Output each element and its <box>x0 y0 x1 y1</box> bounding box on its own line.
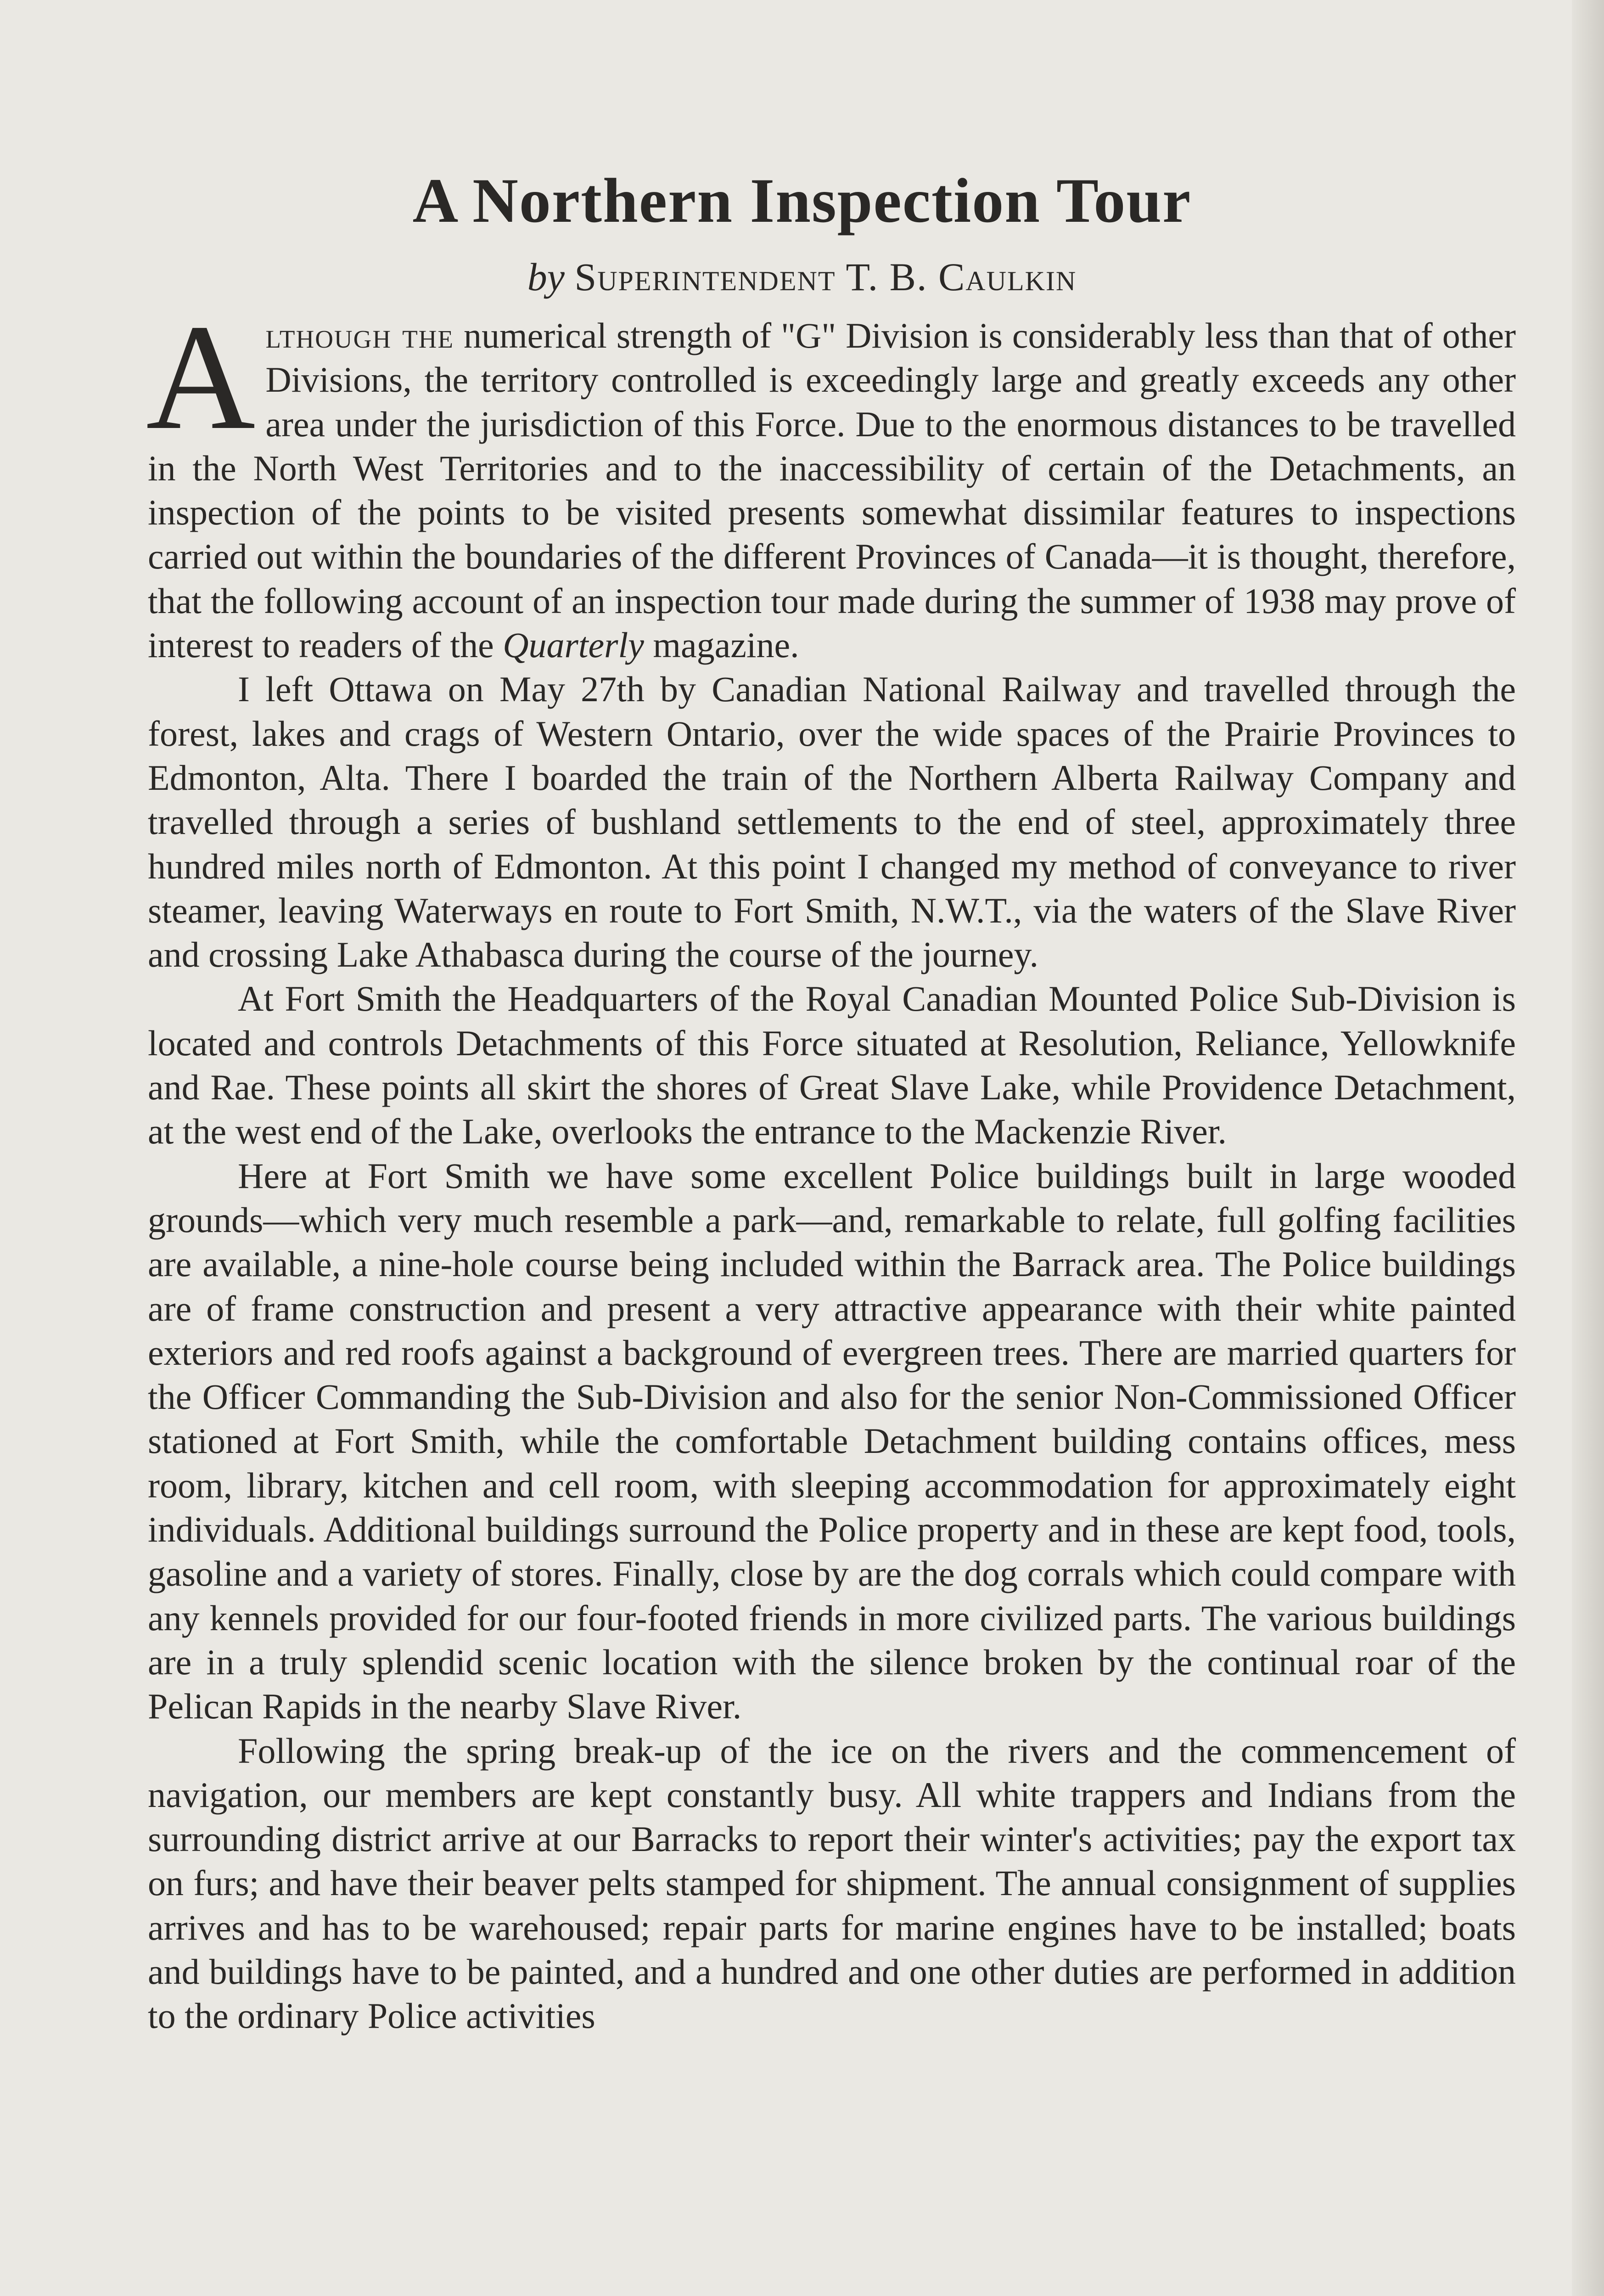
drop-cap: A <box>146 293 256 461</box>
magazine-name: Quarterly <box>503 625 644 665</box>
paragraph-5: Following the spring break-up of the ice on the rivers and the commencement of navigation, our members are kept constantly busy. All white trappers and Indians from the surrounding district arrive at our Barracks to report their winter's activities; pay the export tax on furs; and have their beaver pelts stamped for shipment. The annual consignment of supplies arrives and has to be warehoused; repair parts for marine engines have to be installed; boats and buildings have to be painted, and a hundred and one other duties are performed in addition to the ordinary Police activities <box>148 1730 1516 2036</box>
article-title: A Northern Inspection Tour <box>412 165 1192 236</box>
byline-prefix: by <box>527 255 565 299</box>
article-byline <box>0 257 1604 297</box>
paragraph-4: Here at Fort Smith we have some excellent Police buildings built in large wooded grounds—which very much resemble a park—and, remarkable to relate, full golfing facilities are available, a nine-hole course being included within the Barrack area. The Police buildings are of frame construction and present a very attractive appearance with their white painted exteriors and red roofs against a background of evergreen trees. There are married quarters for the Officer Commanding the Sub-Division and also for the senior Non-Commissioned Officer stationed at Fort Smith, while the comfortable Detachment building contains offices, mess room, library, kitchen and cell room, with sleeping accommodation for approximately eight individuals. Additional buildings surround the Police property and in these are kept food, tools, gasoline and a variety of stores. Finally, close by are the dog corrals which could compare with any kennels provided for our four-footed friends in more civilized parts. The various buildings are in a truly splendid scenic location with the silence broken by the continual roar of the Pelican Rapids in the nearby Slave River. <box>148 1155 1516 1727</box>
lead-in-small-caps: lthough the <box>265 315 454 355</box>
paragraph-2: I left Ottawa on May 27th by Canadian National Railway and travelled through the forest, lakes and crags of Western Ontario, over the wide spaces of the Prairie Provinces to Edmonton, Alta. There I boarded the train of the Northern Alberta Railway Company and travelled through a series of bushland settlements to the end of steel, approximately three hundred miles north of Edmonton. At this point I changed my method of conveyance to river steamer, leaving Waterways en route to Fort Smith, N.W.T., via the waters of the Slave River and crossing Lake Athabasca during the course of the journey. <box>148 669 1516 975</box>
paragraph-3: At Fort Smith the Headquarters of the Royal Canadian Mounted Police Sub-Division is located and controls Detachments of this Force situated at Resolution, Reliance, Yellowknife and Rae. These points all skirt the shores of Great Slave Lake, while Providence Detachment, at the west end of the Lake, overlooks the entrance to the Mackenzie River. <box>148 979 1516 1152</box>
page-edge-shadow <box>1572 0 1604 2296</box>
article-body <box>146 293 1516 2038</box>
paragraph-1-text: numerical strength of "G" Division is considerably less than that of other Divisions, the territory controlled is exceedingly large and greatly exceeds any other area under the jurisdiction of this Force. Due to the enormous distances to be travelled in the North West Territories and to the inaccessibility of certain of the Detachments, an inspection of the points to be visited presents somewhat dissimilar features to inspections carried out within the boundaries of the different Provinces of Canada—it is thought, therefore, that the following account of an inspection tour made during the summer of 1938 may prove of interest to readers of the <box>148 315 1516 665</box>
paragraph-1-tail: magazine. <box>644 625 799 665</box>
author-name: Superintendent T. B. Caulkin <box>574 255 1077 299</box>
paragraph-1 <box>146 293 1516 667</box>
